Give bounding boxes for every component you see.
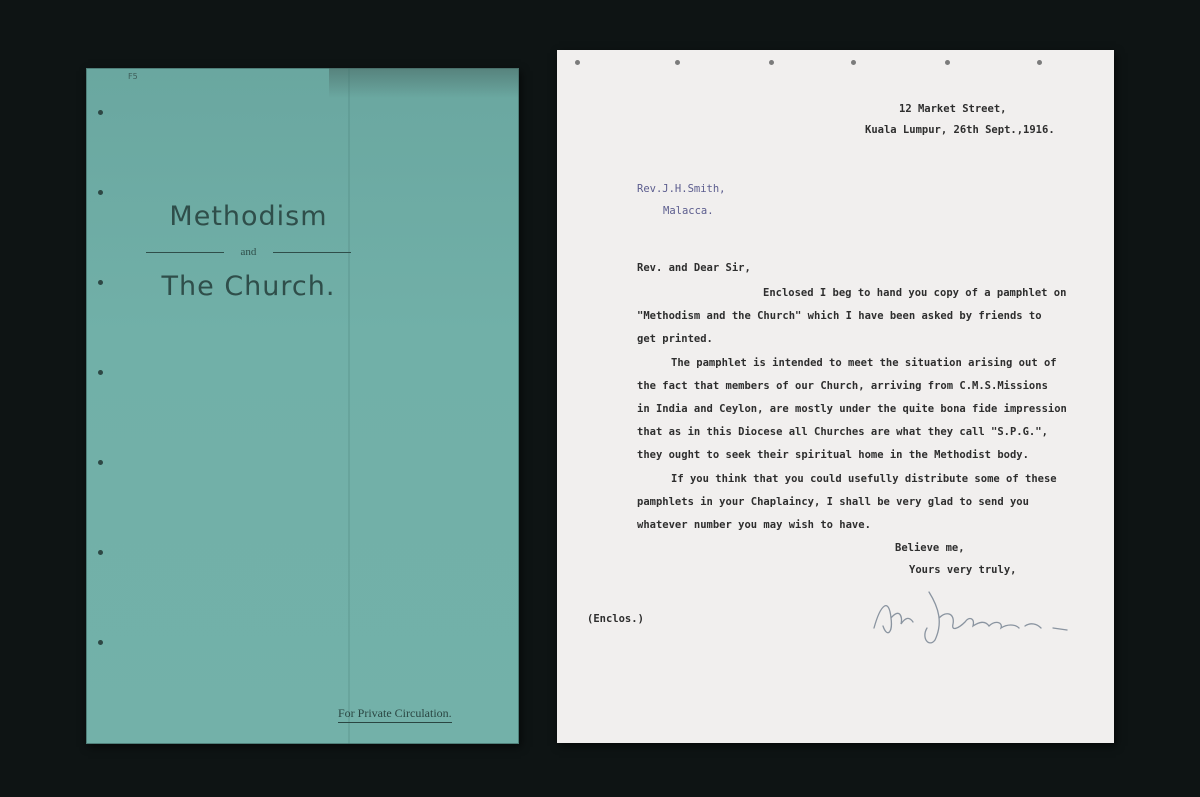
body-line: pamphlets in your Chaplaincy, I shall be very glad to send you <box>637 496 1029 508</box>
punch-hole <box>851 60 856 65</box>
address-line-2: Kuala Lumpur, 26th Sept.,1916. <box>865 124 1055 136</box>
punch-hole <box>575 60 580 65</box>
pamphlet-and: and <box>240 246 257 258</box>
handwritten-signature <box>869 578 1099 648</box>
binding-hole <box>98 280 103 285</box>
closing-line-2: Yours very truly, <box>909 564 1017 576</box>
cover-fold <box>348 68 350 744</box>
body-line: Enclosed I beg to hand you copy of a pamphlet on <box>763 287 1067 299</box>
binding-hole <box>98 550 103 555</box>
salutation: Rev. and Dear Sir, <box>637 262 751 274</box>
cover-corner-mark: F5 <box>128 72 138 81</box>
recipient-line-2: Malacca. <box>663 205 714 217</box>
body-line: If you think that you could usefully distribute some of these <box>671 473 1057 485</box>
recipient-line-1: Rev.J.H.Smith, <box>637 183 726 195</box>
punch-hole <box>945 60 950 65</box>
binding-hole <box>98 370 103 375</box>
closing-line-1: Believe me, <box>895 542 965 554</box>
pamphlet-cover <box>86 68 519 744</box>
address-line-1: 12 Market Street, <box>899 103 1007 115</box>
body-line: whatever number you may wish to have. <box>637 519 871 531</box>
body-line: in India and Ceylon, are mostly under the quite bona fide impression <box>637 403 1067 415</box>
title-rule-right <box>273 252 351 253</box>
body-line: get printed. <box>637 333 713 345</box>
binding-hole <box>98 110 103 115</box>
body-line: the fact that members of our Church, arriving from C.M.S.Missions <box>637 380 1048 392</box>
pamphlet-title: Methodism <box>169 201 328 232</box>
punch-hole <box>1037 60 1042 65</box>
punch-hole <box>769 60 774 65</box>
title-rule-left <box>146 252 224 253</box>
binding-hole <box>98 640 103 645</box>
enclosure-note: (Enclos.) <box>587 613 644 625</box>
punch-hole <box>675 60 680 65</box>
pamphlet-and-row <box>146 244 351 260</box>
binding-hole <box>98 460 103 465</box>
body-line: The pamphlet is intended to meet the situation arising out of <box>671 357 1057 369</box>
body-line: they ought to seek their spiritual home in the Methodist body. <box>637 449 1029 461</box>
pamphlet-footer: For Private Circulation. <box>338 706 452 723</box>
body-line: that as in this Diocese all Churches are what they call "S.P.G.", <box>637 426 1048 438</box>
binding-hole <box>98 190 103 195</box>
cover-stain <box>329 68 519 98</box>
typed-letter <box>557 50 1114 743</box>
pamphlet-subtitle: The Church. <box>161 271 336 302</box>
body-line: "Methodism and the Church" which I have been asked by friends to <box>637 310 1042 322</box>
